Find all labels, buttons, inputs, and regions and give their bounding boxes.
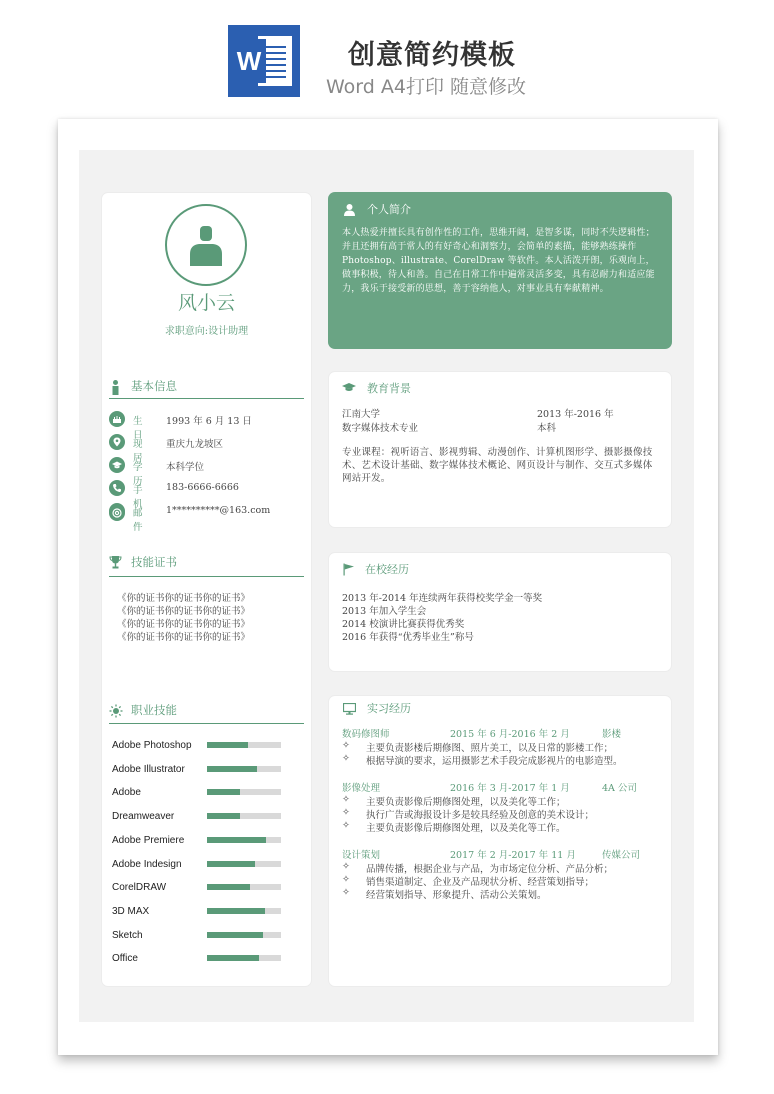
skill-name: Sketch: [112, 930, 143, 941]
job-company: 4A 公司: [602, 783, 637, 794]
job-bullet: 主要负责影楼后期修图、照片美工，以及日常的影楼工作；: [366, 743, 614, 754]
job-bullet: 品牌传播，根据企业与产品，为市场定位分析、产品分析；: [366, 864, 614, 875]
skill-name: Adobe Illustrator: [112, 764, 185, 775]
job-bullet: 销售渠道制定、企业及产品现状分析、经营策划指导；: [366, 877, 595, 888]
person-icon: [344, 204, 355, 216]
info-value: 1993 年 6 月 13 日: [166, 416, 252, 427]
graduation-cap-icon: [342, 382, 356, 393]
skill-bar-track: [207, 766, 281, 772]
info-value: 重庆九龙坡区: [166, 439, 224, 450]
at-icon: [109, 505, 125, 521]
info-value: 183-6666-6666: [166, 482, 239, 493]
internship-title: 实习经历: [367, 702, 411, 715]
bullet-icon: ✧: [342, 820, 350, 831]
avatar: [165, 204, 247, 286]
job-period: 2016 年 3 月-2017 年 1 月: [450, 783, 570, 794]
skill-name: 3D MAX: [112, 906, 150, 917]
cake-icon: [109, 411, 125, 427]
graduation-cap-icon: [109, 457, 125, 473]
bullet-icon: ✧: [342, 874, 350, 885]
skill-bar-track: [207, 813, 281, 819]
profile-name: 风小云: [177, 292, 235, 314]
job-role: 数码修图师: [342, 729, 390, 740]
skill-name: Office: [112, 953, 138, 964]
skill-name: Adobe Premiere: [112, 835, 185, 846]
job-role: 影像处理: [342, 783, 381, 794]
info-value: 本科学位: [166, 462, 205, 473]
bullet-icon: ✧: [342, 861, 350, 872]
skill-bar-track: [207, 789, 281, 795]
skills-divider: [109, 723, 304, 724]
skill-bar-fill: [207, 955, 259, 961]
skill-bar-track: [207, 908, 281, 914]
job-bullet: 主要负责影像后期修图处理，以及美化等工作。: [366, 823, 566, 834]
skill-bar-track: [207, 742, 281, 748]
info-value: 1**********@163.com: [166, 505, 271, 516]
campus-item: 2014 校演讲比赛获得优秀奖: [342, 619, 465, 630]
job-period: 2017 年 2 月-2017 年 11 月: [450, 850, 576, 861]
skill-name: Adobe: [112, 787, 141, 798]
skill-name: CorelDRAW: [112, 882, 167, 893]
info-label: 邮件: [133, 508, 143, 533]
word-logo-icon: [228, 25, 300, 97]
certificate-item: 《你的证书你的证书你的证书》: [117, 593, 251, 604]
skill-bar-track: [207, 861, 281, 867]
person-silhouette-icon: [190, 226, 222, 266]
info-label: 手机: [133, 485, 143, 510]
education-courses: 专业课程：视听语言、影视剪辑、动漫创作、计算机图形学、摄影摄像技术、艺术设计基础、数字媒体技术概论、网页设计与制作、交互式多媒体网站开发。: [342, 447, 653, 484]
certificate-item: 《你的证书你的证书你的证书》: [117, 606, 251, 617]
header-title: 创意简约模板: [348, 40, 516, 71]
skill-bar-track: [207, 837, 281, 843]
bullet-icon: ✧: [342, 807, 350, 818]
skill-bar-fill: [207, 908, 265, 914]
location-icon: [109, 434, 125, 450]
job-bullet: 经营策划指导、形象提升、活动公关策划。: [366, 890, 547, 901]
intro-text: 本人热爱并擅长具有创作性的工作，思维开阔，是智多谋，同时不失逻辑性；并且还拥有高于常人的有好奇心和洞察力，会简单的素描，能够熟练操作 Photoshop、illustrate、CorelDraw 等软件。本人活泼开朗，乐观向上，做事积极，待人和善。自己在日常工作中遍常灵活多变，具有忍耐力和适应能力，我乐于接受新的思想，善于容纳他人，对事业具有奉献精神。: [342, 228, 655, 294]
education-degree: 本科: [537, 423, 557, 434]
skill-bar-track: [207, 884, 281, 890]
bullet-icon: ✧: [342, 740, 350, 751]
certificates-title: 技能证书: [131, 555, 177, 569]
person-icon: [111, 380, 120, 395]
skill-bar-fill: [207, 861, 255, 867]
job-bullet: 根据导演的要求，运用摄影艺术手段完成影视片的电影造型。: [366, 756, 623, 767]
certificates-divider: [109, 576, 304, 577]
info-label: 生日: [133, 416, 143, 441]
job-company: 影楼: [602, 729, 622, 740]
education-school: 江南大学: [342, 409, 381, 420]
skill-name: Adobe Indesign: [112, 859, 182, 870]
job-intent: 求职意向:设计助理: [164, 326, 249, 337]
skill-bar-fill: [207, 837, 266, 843]
skill-bar-fill: [207, 789, 240, 795]
certificate-item: 《你的证书你的证书你的证书》: [117, 619, 251, 630]
flag-icon: [343, 563, 355, 576]
education-title: 教育背景: [367, 382, 411, 395]
header-subtitle: Word A4打印 随意修改: [326, 76, 527, 98]
skill-bar-fill: [207, 742, 248, 748]
job-company: 传媒公司: [602, 850, 641, 861]
skill-bar-track: [207, 955, 281, 961]
bullet-icon: ✧: [342, 753, 350, 764]
info-label: 学历: [133, 462, 143, 487]
certificate-item: 《你的证书你的证书你的证书》: [117, 632, 251, 643]
monitor-icon: [343, 703, 356, 715]
sun-gear-icon: [109, 704, 123, 718]
job-bullet: 执行广告或海报设计多是较具经验及创意的美术设计；: [366, 810, 595, 821]
job-role: 设计策划: [342, 850, 381, 861]
word-logo-letter: W: [232, 39, 266, 83]
basic-info-title: 基本信息: [131, 379, 177, 393]
education-major: 数字媒体技术专业: [342, 423, 419, 434]
trophy-icon: [109, 555, 122, 569]
skills-title: 职业技能: [131, 703, 177, 717]
job-period: 2015 年 6 月-2016 年 2 月: [450, 729, 570, 740]
info-label: 现居: [133, 439, 143, 464]
skill-bar-fill: [207, 932, 263, 938]
bullet-icon: ✧: [342, 887, 350, 898]
campus-title: 在校经历: [365, 563, 409, 576]
skill-bar-fill: [207, 813, 240, 819]
intro-title: 个人简介: [367, 203, 411, 216]
basic-info-divider: [109, 398, 304, 399]
skill-bar-fill: [207, 884, 250, 890]
bullet-icon: ✧: [342, 794, 350, 805]
skill-bar-fill: [207, 766, 257, 772]
campus-item: 2013 年加入学生会: [342, 606, 427, 617]
phone-icon: [109, 480, 125, 496]
campus-item: 2016 年获得“优秀毕业生”称号: [342, 632, 474, 643]
skill-name: Dreamweaver: [112, 811, 175, 822]
skill-name: Adobe Photoshop: [112, 740, 192, 751]
info-row-extra: [109, 505, 125, 521]
skill-bar-track: [207, 932, 281, 938]
campus-item: 2013 年-2014 年连续两年获得校奖学金一等奖: [342, 593, 543, 604]
education-period: 2013 年-2016 年: [537, 409, 614, 420]
job-bullet: 主要负责影像后期修图处理，以及美化等工作；: [366, 797, 566, 808]
